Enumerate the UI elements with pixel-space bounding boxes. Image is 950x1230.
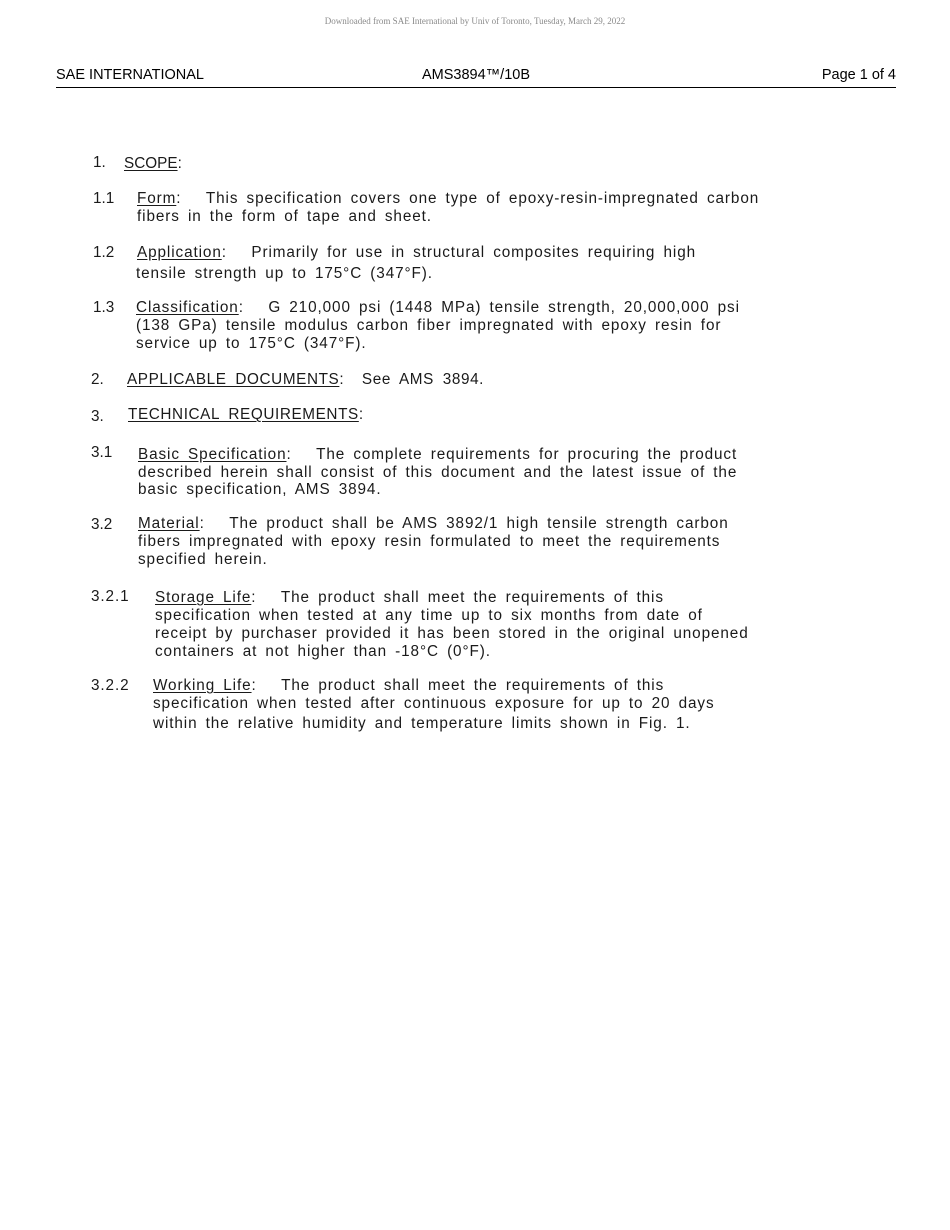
section-heading: TECHNICAL REQUIREMENTS (128, 406, 359, 423)
section-number: 3.2.1 (91, 588, 130, 605)
section-text-line: described herein shall consist of this document and the latest issue of the (138, 464, 738, 481)
section-text-line: The product shall meet the requirements of this (281, 677, 665, 694)
section-heading: Classification (136, 299, 239, 316)
section-text-line: service up to 175°C (347°F). (136, 335, 367, 352)
heading-colon: : (199, 515, 205, 532)
section-text-line: specification when tested after continuous exposure for up to 20 days (153, 695, 715, 712)
header-doc-id: AMS3894™/10B (421, 67, 530, 83)
section-number: 3.2 (91, 516, 113, 533)
heading-colon: : (251, 589, 257, 606)
section-text-line: fibers in the form of tape and sheet. (137, 208, 432, 225)
section-number: 1. (93, 154, 106, 171)
heading-colon: : (238, 299, 244, 316)
section-text-line: containers at not higher than -18°C (0°F). (155, 643, 491, 660)
section-3 (91, 406, 364, 425)
section-text-line: basic specification, AMS 3894. (138, 481, 382, 498)
section-heading: SCOPE (124, 155, 178, 172)
header-page-number: Page 1 of 4 (821, 67, 896, 83)
heading-colon: : (176, 190, 182, 207)
section-number: 2. (91, 371, 104, 388)
download-watermark: Downloaded from SAE International by Univ of Toronto, Tuesday, March 29, 2022 (324, 16, 626, 26)
section-1 (93, 154, 182, 172)
section-heading: APPLICABLE DOCUMENTS (127, 371, 340, 388)
heading-colon: : (221, 244, 227, 261)
heading-colon: : (251, 677, 257, 694)
heading-colon: : (358, 406, 364, 423)
section-1-3 (93, 299, 833, 353)
section-text-line: tensile strength up to 175°C (347°F). (136, 265, 433, 282)
section-3-2 (91, 515, 836, 569)
section-3-2-1 (91, 588, 836, 660)
section-text-line: receipt by purchaser provided it has been stored in the original unopened (155, 625, 749, 642)
page-header (56, 67, 896, 88)
section-number: 1.2 (93, 244, 115, 261)
section-text-line: G 210,000 psi (1448 MPa) tensile strength, 20,000,000 psi (268, 299, 740, 316)
heading-colon: : (339, 371, 345, 388)
section-text-line: The product shall be AMS 3892/1 high tensile strength carbon (229, 515, 729, 532)
section-text-line: The complete requirements for procuring the product (316, 446, 738, 463)
section-text-line: This specification covers one type of epoxy-resin-impregnated carbon (205, 190, 760, 207)
section-number: 3.2.2 (91, 677, 130, 694)
section-1-1 (93, 190, 833, 226)
section-3-1 (91, 444, 836, 497)
heading-colon: : (286, 446, 292, 463)
section-text-line: specification when tested at any time up to six months from date of (155, 607, 703, 624)
section-heading: Form (137, 190, 177, 207)
section-heading: Storage Life (155, 589, 252, 606)
section-text-line: (138 GPa) tensile modulus carbon fiber impregnated with epoxy resin for (136, 317, 722, 334)
section-text-line: within the relative humidity and temperature limits shown in Fig. 1. (153, 715, 691, 732)
section-heading: Material (138, 515, 200, 532)
section-number: 3.1 (91, 444, 113, 461)
header-org: SAE INTERNATIONAL (56, 67, 204, 83)
section-text: See AMS 3894. (361, 371, 485, 388)
section-text-line: The product shall meet the requirements of this (280, 589, 664, 606)
section-heading: Working Life (153, 677, 252, 694)
section-1-2 (93, 244, 833, 283)
section-text-line: fibers impregnated with epoxy resin formulated to meet the requirements (138, 533, 721, 550)
section-3-2-2 (91, 677, 836, 733)
section-number: 1.1 (93, 190, 115, 207)
section-number: 3. (91, 408, 104, 425)
section-heading: Basic Specification (138, 446, 287, 463)
section-text-line: specified herein. (138, 551, 268, 568)
section-text-line: Primarily for use in structural composites requiring high (251, 244, 697, 261)
section-number: 1.3 (93, 299, 115, 316)
section-2 (91, 371, 485, 389)
section-heading: Application (137, 244, 222, 261)
heading-colon: : (177, 155, 182, 172)
